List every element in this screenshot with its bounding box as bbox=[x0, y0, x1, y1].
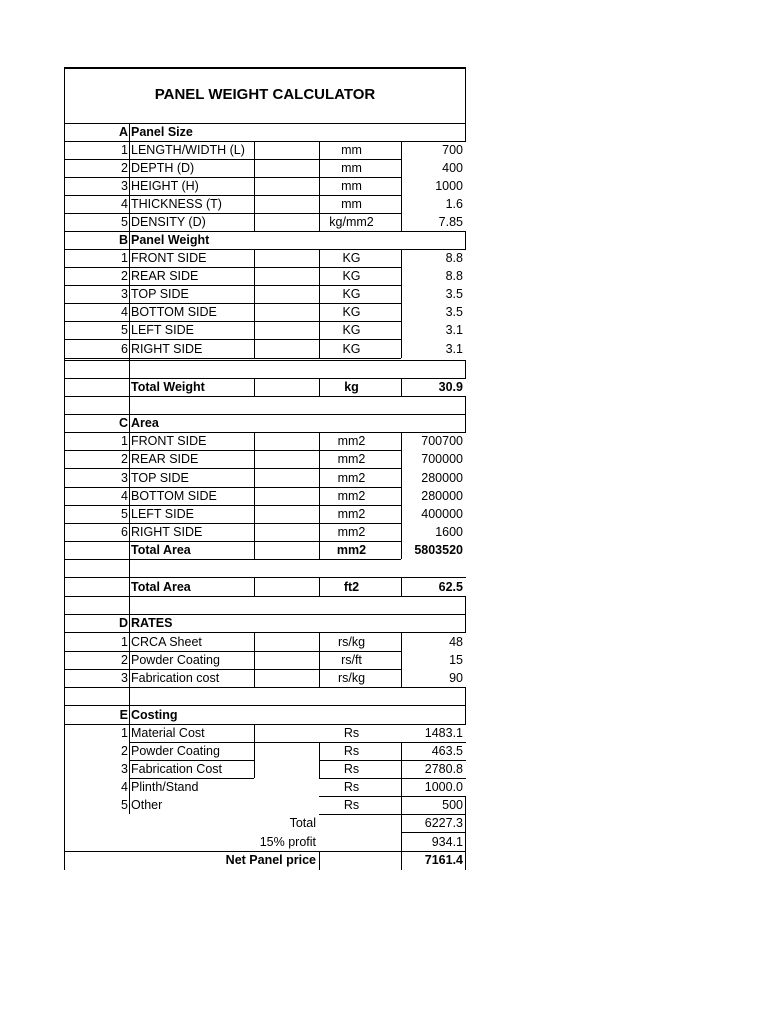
table-row bbox=[64, 159, 466, 177]
total-label: Total bbox=[289, 816, 316, 830]
row-unit: rs/kg bbox=[337, 635, 366, 649]
row-value: 280000 bbox=[421, 471, 463, 485]
row-value: 62.5 bbox=[438, 580, 463, 594]
section-header-e bbox=[64, 706, 466, 724]
row-value: 30.9 bbox=[438, 380, 463, 394]
row-unit: ft2 bbox=[343, 580, 360, 594]
table-row bbox=[64, 213, 466, 231]
row-unit: KG bbox=[342, 269, 361, 283]
row-number: 1 bbox=[121, 635, 128, 649]
row-value: 48 bbox=[449, 635, 463, 649]
row-number: 1 bbox=[121, 143, 128, 157]
row-value: 463.5 bbox=[431, 744, 463, 758]
row-number: 1 bbox=[121, 726, 128, 740]
row-description: RIGHT SIDE bbox=[131, 525, 203, 539]
row-number: 2 bbox=[121, 269, 128, 283]
row-value: 500 bbox=[442, 798, 463, 812]
row-number: 5 bbox=[121, 798, 128, 812]
row-value: 15 bbox=[449, 653, 463, 667]
row-unit: mm2 bbox=[337, 507, 366, 521]
row-unit: mm2 bbox=[336, 543, 367, 557]
row-description: TOP SIDE bbox=[131, 287, 189, 301]
table-row bbox=[64, 505, 466, 523]
row-value: 3.5 bbox=[445, 305, 463, 319]
section-id: A bbox=[118, 125, 128, 139]
row-unit: Rs bbox=[343, 780, 360, 794]
row-number: 4 bbox=[121, 305, 128, 319]
row-description: Plinth/Stand bbox=[131, 780, 199, 794]
table-row bbox=[64, 432, 466, 450]
row-value: 90 bbox=[449, 671, 463, 685]
table-row bbox=[64, 321, 466, 339]
row-number: 2 bbox=[121, 161, 128, 175]
section-header-a bbox=[64, 123, 466, 141]
row-unit: rs/ft bbox=[341, 653, 362, 667]
section-id: D bbox=[118, 616, 128, 630]
row-description: REAR SIDE bbox=[131, 269, 199, 283]
row-number: 3 bbox=[121, 762, 128, 776]
total-value: 6227.3 bbox=[424, 816, 463, 830]
row-unit: mm bbox=[341, 197, 362, 211]
net-price-value: 7161.4 bbox=[424, 853, 463, 867]
section-label: Costing bbox=[131, 708, 178, 722]
net-price-row bbox=[64, 851, 466, 869]
row-value: 2780.8 bbox=[424, 762, 463, 776]
row-number: 1 bbox=[121, 251, 128, 265]
row-unit: KG bbox=[342, 251, 361, 265]
row-description: Total Area bbox=[131, 543, 191, 557]
row-unit: Rs bbox=[343, 798, 360, 812]
row-value: 3.1 bbox=[445, 342, 463, 356]
row-number: 2 bbox=[121, 452, 128, 466]
table-row bbox=[64, 285, 466, 303]
row-description: LENGTH/WIDTH (L) bbox=[131, 143, 245, 157]
section-label: RATES bbox=[131, 616, 173, 630]
row-value: 1000 bbox=[435, 179, 463, 193]
row-unit: mm2 bbox=[337, 434, 366, 448]
row-unit: KG bbox=[342, 287, 361, 301]
section-header-c bbox=[64, 414, 466, 432]
row-unit: mm2 bbox=[337, 452, 366, 466]
row-number: 2 bbox=[121, 744, 128, 758]
row-unit: mm bbox=[341, 143, 362, 157]
table-row bbox=[64, 523, 466, 541]
row-value: 3.1 bbox=[445, 323, 463, 337]
row-unit: KG bbox=[342, 323, 361, 337]
profit-row bbox=[64, 833, 466, 851]
row-value: 8.8 bbox=[445, 251, 463, 265]
table-row bbox=[64, 340, 466, 358]
net-price-label: Net Panel price bbox=[225, 853, 316, 867]
row-description: Total Weight bbox=[131, 380, 205, 394]
row-unit: Rs bbox=[343, 726, 360, 740]
table-row bbox=[64, 742, 466, 760]
row-value: 700700 bbox=[421, 434, 463, 448]
row-value: 3.5 bbox=[445, 287, 463, 301]
row-number: 4 bbox=[121, 780, 128, 794]
row-description: THICKNESS (T) bbox=[131, 197, 222, 211]
row-number: 5 bbox=[121, 215, 128, 229]
table-row bbox=[64, 633, 466, 651]
section-label: Panel Weight bbox=[131, 233, 210, 247]
row-number: 1 bbox=[121, 434, 128, 448]
row-value: 1483.1 bbox=[424, 726, 463, 740]
row-description: Powder Coating bbox=[131, 744, 220, 758]
row-value: 1600 bbox=[435, 525, 463, 539]
row-number: 5 bbox=[121, 507, 128, 521]
total-area-ft2-row bbox=[64, 578, 466, 596]
row-unit: mm bbox=[341, 179, 362, 193]
row-unit: kg bbox=[344, 380, 359, 394]
table-row bbox=[64, 195, 466, 213]
row-description: Other bbox=[131, 798, 163, 812]
row-description: REAR SIDE bbox=[131, 452, 199, 466]
section-header-b bbox=[64, 231, 466, 249]
row-unit: KG bbox=[342, 342, 361, 356]
row-description: Material Cost bbox=[131, 726, 205, 740]
table-row bbox=[64, 487, 466, 505]
row-description: HEIGHT (H) bbox=[131, 179, 199, 193]
row-unit: Rs bbox=[343, 762, 360, 776]
table-row bbox=[64, 760, 466, 778]
table-row bbox=[64, 267, 466, 285]
row-description: TOP SIDE bbox=[131, 471, 189, 485]
row-number: 2 bbox=[121, 653, 128, 667]
row-unit: mm2 bbox=[337, 525, 366, 539]
row-number: 4 bbox=[121, 489, 128, 503]
row-description: BOTTOM SIDE bbox=[131, 305, 217, 319]
row-value: 1000.0 bbox=[424, 780, 463, 794]
row-value: 280000 bbox=[421, 489, 463, 503]
table-row bbox=[64, 141, 466, 159]
section-header-d bbox=[64, 614, 466, 632]
table-row bbox=[64, 249, 466, 267]
row-number: 6 bbox=[121, 342, 128, 356]
row-description: BOTTOM SIDE bbox=[131, 489, 217, 503]
row-number: 3 bbox=[121, 179, 128, 193]
row-number: 3 bbox=[121, 287, 128, 301]
row-description: LEFT SIDE bbox=[131, 323, 194, 337]
table-row bbox=[64, 669, 466, 687]
row-unit: mm bbox=[341, 161, 362, 175]
row-description: DEPTH (D) bbox=[131, 161, 195, 175]
table-row bbox=[64, 778, 466, 796]
page-title: PANEL WEIGHT CALCULATOR bbox=[154, 86, 376, 103]
total-area-mm2-row bbox=[64, 541, 466, 559]
row-value: 5803520 bbox=[414, 543, 463, 557]
table-row bbox=[64, 469, 466, 487]
row-unit: Rs bbox=[343, 744, 360, 758]
table-row bbox=[64, 303, 466, 321]
row-number: 3 bbox=[121, 471, 128, 485]
section-id: C bbox=[118, 416, 128, 430]
row-number: 4 bbox=[121, 197, 128, 211]
row-value: 700000 bbox=[421, 452, 463, 466]
table-row bbox=[64, 796, 466, 814]
row-number: 3 bbox=[121, 671, 128, 685]
section-label: Area bbox=[131, 416, 159, 430]
row-value: 400000 bbox=[421, 507, 463, 521]
row-description: FRONT SIDE bbox=[131, 434, 207, 448]
row-description: Fabrication Cost bbox=[131, 762, 223, 776]
total-row bbox=[64, 814, 466, 832]
section-id: E bbox=[119, 708, 128, 722]
row-description: CRCA Sheet bbox=[131, 635, 202, 649]
row-description: Fabrication cost bbox=[131, 671, 220, 685]
row-unit: KG bbox=[342, 305, 361, 319]
total-weight-row bbox=[64, 378, 466, 396]
row-description: RIGHT SIDE bbox=[131, 342, 203, 356]
row-unit: mm2 bbox=[337, 489, 366, 503]
row-number: 6 bbox=[121, 525, 128, 539]
section-label: Panel Size bbox=[131, 125, 193, 139]
row-description: Total Area bbox=[131, 580, 191, 594]
row-value: 7.85 bbox=[438, 215, 463, 229]
row-description: FRONT SIDE bbox=[131, 251, 207, 265]
row-value: 400 bbox=[442, 161, 463, 175]
table-row bbox=[64, 450, 466, 468]
profit-value: 934.1 bbox=[431, 835, 463, 849]
row-value: 1.6 bbox=[445, 197, 463, 211]
table-row bbox=[64, 177, 466, 195]
row-number: 5 bbox=[121, 323, 128, 337]
table-row bbox=[64, 651, 466, 669]
row-value: 8.8 bbox=[445, 269, 463, 283]
profit-label: 15% profit bbox=[259, 835, 316, 849]
row-unit: rs/kg bbox=[337, 671, 366, 685]
section-id: B bbox=[118, 233, 128, 247]
row-unit: mm2 bbox=[337, 471, 366, 485]
row-description: DENSITY (D) bbox=[131, 215, 206, 229]
row-description: LEFT SIDE bbox=[131, 507, 194, 521]
table-row bbox=[64, 724, 466, 742]
row-description: Powder Coating bbox=[131, 653, 220, 667]
row-value: 700 bbox=[442, 143, 463, 157]
row-unit: kg/mm2 bbox=[329, 215, 374, 229]
